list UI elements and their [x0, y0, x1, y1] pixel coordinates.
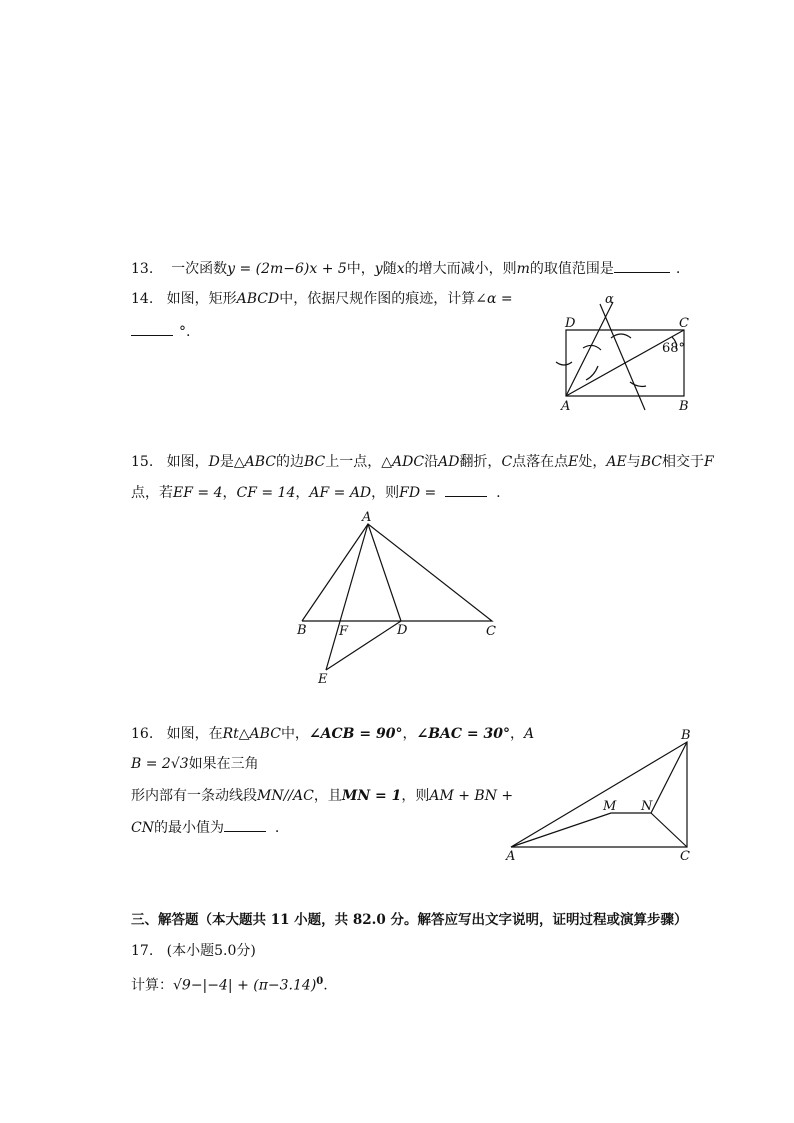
vertex-b: B [679, 399, 689, 414]
text: 沿 [424, 454, 439, 470]
vertex-m: M [603, 799, 617, 814]
question-number: 17. [131, 943, 154, 959]
text: 如图， [166, 454, 209, 470]
text: ，且 [313, 788, 342, 804]
question-number: 14. [131, 291, 154, 307]
var-a: A [524, 726, 535, 742]
vertex-d: D [397, 623, 408, 638]
vertex-d: D [565, 316, 576, 331]
text: 计算： [131, 977, 173, 994]
vertex-c: C [679, 316, 689, 331]
text: 点落在点 [512, 454, 569, 470]
equation: y = (2m−6)x + 5 [227, 261, 347, 277]
text: 的增大而减小，则 [404, 261, 517, 277]
given-angle-acb: ∠ACB = 90° [308, 726, 403, 742]
vertex-c: C [680, 849, 690, 864]
text: 中， [280, 726, 309, 742]
question-number: 16. [131, 726, 154, 742]
segment-ad: AD [438, 454, 460, 470]
comma: ， [510, 726, 524, 742]
text: 如图，矩形 [166, 291, 237, 307]
triangle-rt-abc: Rt△ABC [222, 726, 281, 742]
angle-alpha: ∠α = [475, 291, 513, 307]
given-mn: MN = 1 [341, 788, 402, 804]
var-e: E [568, 454, 579, 470]
ask-fd: FD = [399, 485, 437, 501]
score: (本小题5.0分) [166, 943, 256, 959]
text: 随 [382, 261, 397, 277]
text: 翻折， [459, 454, 502, 470]
var-c: C [501, 454, 513, 470]
segment-cn: CN [131, 820, 154, 836]
segment-bc: BC [304, 454, 326, 470]
degree-end: °. [179, 324, 191, 340]
text: 的取值范围是 [529, 261, 614, 277]
segment-bc: BC [640, 454, 662, 470]
text: 如图，在 [166, 726, 223, 742]
sqrt-3: √3 [170, 756, 189, 772]
section-3-heading: 三、解答题（本大题共 11 小题，共 82.0 分。解答应写出文字说明，证明过程或演算步骤） [131, 912, 688, 928]
mn-parallel-ac: MN//AC [257, 788, 314, 804]
text: 的最小值为 [153, 820, 224, 836]
text: 上一点， [325, 454, 382, 470]
var-b: B [131, 756, 142, 772]
exponent: 0 [316, 976, 324, 987]
equals-2: = 2 [145, 756, 171, 772]
segment-nc [651, 813, 687, 847]
expression: √9−|−4| + (π−3.14) [173, 977, 317, 994]
segment-ae: AE [606, 454, 627, 470]
question-number: 15. [131, 454, 154, 470]
alpha-label: α [605, 292, 614, 307]
angle-68-label: 68° [662, 341, 686, 356]
text: 点，若 [131, 485, 173, 501]
given-cf: CF = 14 [236, 485, 296, 501]
text: ，则 [371, 485, 400, 501]
text: 处， [578, 454, 607, 470]
given-af-ad: AF = AD [309, 485, 372, 501]
text: 如果在三角 [188, 756, 259, 772]
text: 中，依据尺规作图的痕迹，计算 [279, 291, 476, 307]
var-y: y [374, 261, 383, 277]
var-m: m [516, 261, 530, 277]
comma: ， [222, 485, 237, 501]
given-ef: EF = 4 [173, 485, 223, 501]
vertex-n: N [641, 799, 653, 814]
comma: ， [295, 485, 310, 501]
question-17 [131, 941, 256, 961]
vertex-b: B [297, 623, 307, 638]
text: 相交于 [662, 454, 704, 470]
vertex-f: F [339, 624, 349, 639]
vertex-a: A [506, 849, 516, 864]
question-17-expression [131, 972, 328, 996]
vertex-e: E [318, 672, 328, 687]
text: 形内部有一条动线段 [131, 788, 257, 804]
vertex-c: C [486, 624, 496, 639]
vertex-b: B [681, 728, 691, 743]
vertex-a: A [362, 510, 372, 525]
var-d: D [208, 454, 220, 470]
given-angle-bac: ∠BAC = 30° [416, 726, 510, 742]
text: 中， [346, 261, 375, 277]
text: 一次函数 [171, 261, 228, 277]
text: 与 [626, 454, 641, 470]
period: . [274, 820, 280, 836]
triangle-abc: △ABC [233, 454, 276, 470]
period: . [675, 261, 681, 277]
period: . [496, 485, 501, 501]
period: . [323, 977, 328, 994]
text: 的边 [276, 454, 304, 470]
comma: ， [402, 726, 417, 742]
text: 是 [219, 454, 234, 470]
vertex-a: A [561, 399, 571, 414]
rect-label: ABCD [236, 291, 280, 307]
text: ，则 [401, 788, 430, 804]
sum-expression: AM + BN + [429, 788, 514, 804]
triangle-adc: △ADC [381, 454, 425, 470]
var-x: x [396, 261, 405, 277]
var-f: F [704, 454, 714, 470]
question-number: 13. [131, 261, 154, 277]
